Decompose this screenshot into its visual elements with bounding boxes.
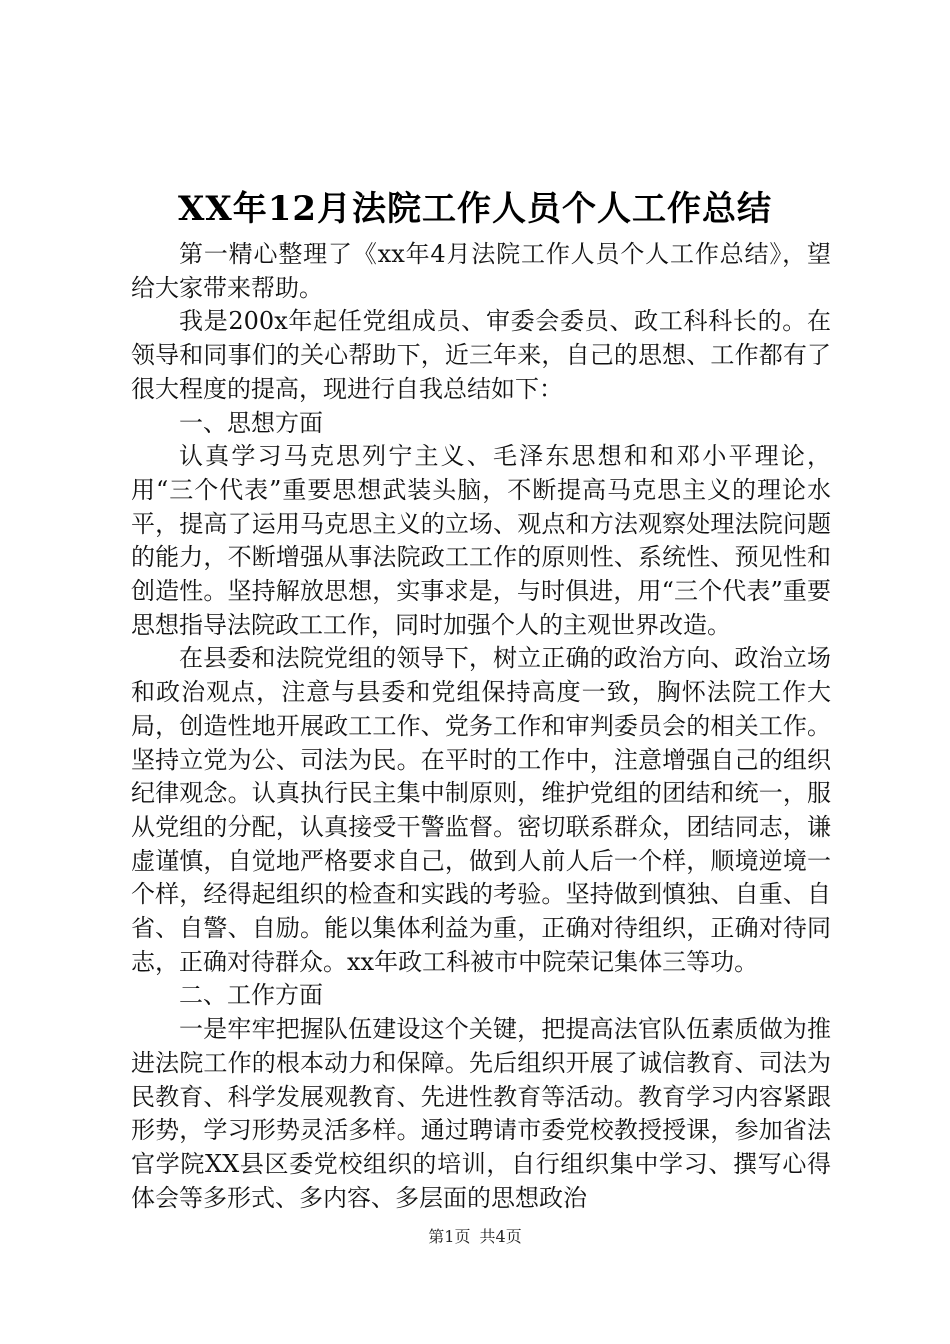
section-heading-thought: 一、思想方面 [179, 408, 323, 437]
section-heading-work: 二、工作方面 [179, 981, 323, 1010]
work-paragraph-1: 一是牢牢把握队伍建设这个关键，把提高法官队伍素质做为推进法院工作的根本动力和保障。先后组织开展了诚信教育、司法为民教育、科学发展观教育、先进性教育等活动。教育学习内容紧跟形势，学习形势灵活多样。通过聘请市委党校教授授课，参加省法官学院XX县区委党校组织的培训，自行组织集中学习、撰写心得体会等多形式、多内容、多层面的思想政治 [131, 1015, 831, 1212]
document-title: XX年12月法院工作人员个人工作总结 [177, 189, 773, 229]
page-footer [0, 1224, 950, 1247]
page-number: 第1页 [428, 1227, 471, 1246]
thought-paragraph-2: 在县委和法院党组的领导下，树立正确的政治方向、政治立场和政治观点，注意与县委和党组保持高度一致，胸怀法院工作大局，创造性地开展政工工作、党务工作和审判委员会的相关工作。坚持立党为公、司法为民。在平时的工作中，注意增强自己的组织纪律观念。认真执行民主集中制原则，维护党组的团结和统一，服从党组的分配，认真接受干警监督。密切联系群众，团结同志，谦虚谨慎，自觉地严格要求自己，做到人前人后一个样，顺境逆境一个样，经得起组织的检查和实践的考验。坚持做到慎独、自重、自省、自警、自励。能以集体利益为重，正确对待组织，正确对待同志，正确对待群众。xx年政工科被市中院荣记集体三等功。 [131, 644, 831, 976]
page-total: 共4页 [479, 1227, 522, 1246]
document-body [131, 238, 831, 1215]
thought-paragraph-1: 认真学习马克思列宁主义、毛泽东思想和和邓小平理论，用“三个代表”重要思想武装头脑，不断提高马克思主义的理论水平，提高了运用马克思主义的立场、观点和方法观察处理法院问题的能力，不断增强从事法院政工工作的原则性、系统性、预见性和创造性。坚持解放思想，实事求是，与时俱进，用“三个代表”重要思想指导法院政工工作，同时加强个人的主观世界改造。 [131, 442, 831, 639]
self-intro-paragraph: 我是200x年起任党组成员、审委会委员、政工科科长的。在领导和同事们的关心帮助下，近三年来，自己的思想、工作都有了很大程度的提高，现进行自我总结如下： [131, 307, 831, 403]
intro-paragraph: 第一精心整理了《xx年4月法院工作人员个人工作总结》，望给大家带来帮助。 [131, 240, 831, 302]
